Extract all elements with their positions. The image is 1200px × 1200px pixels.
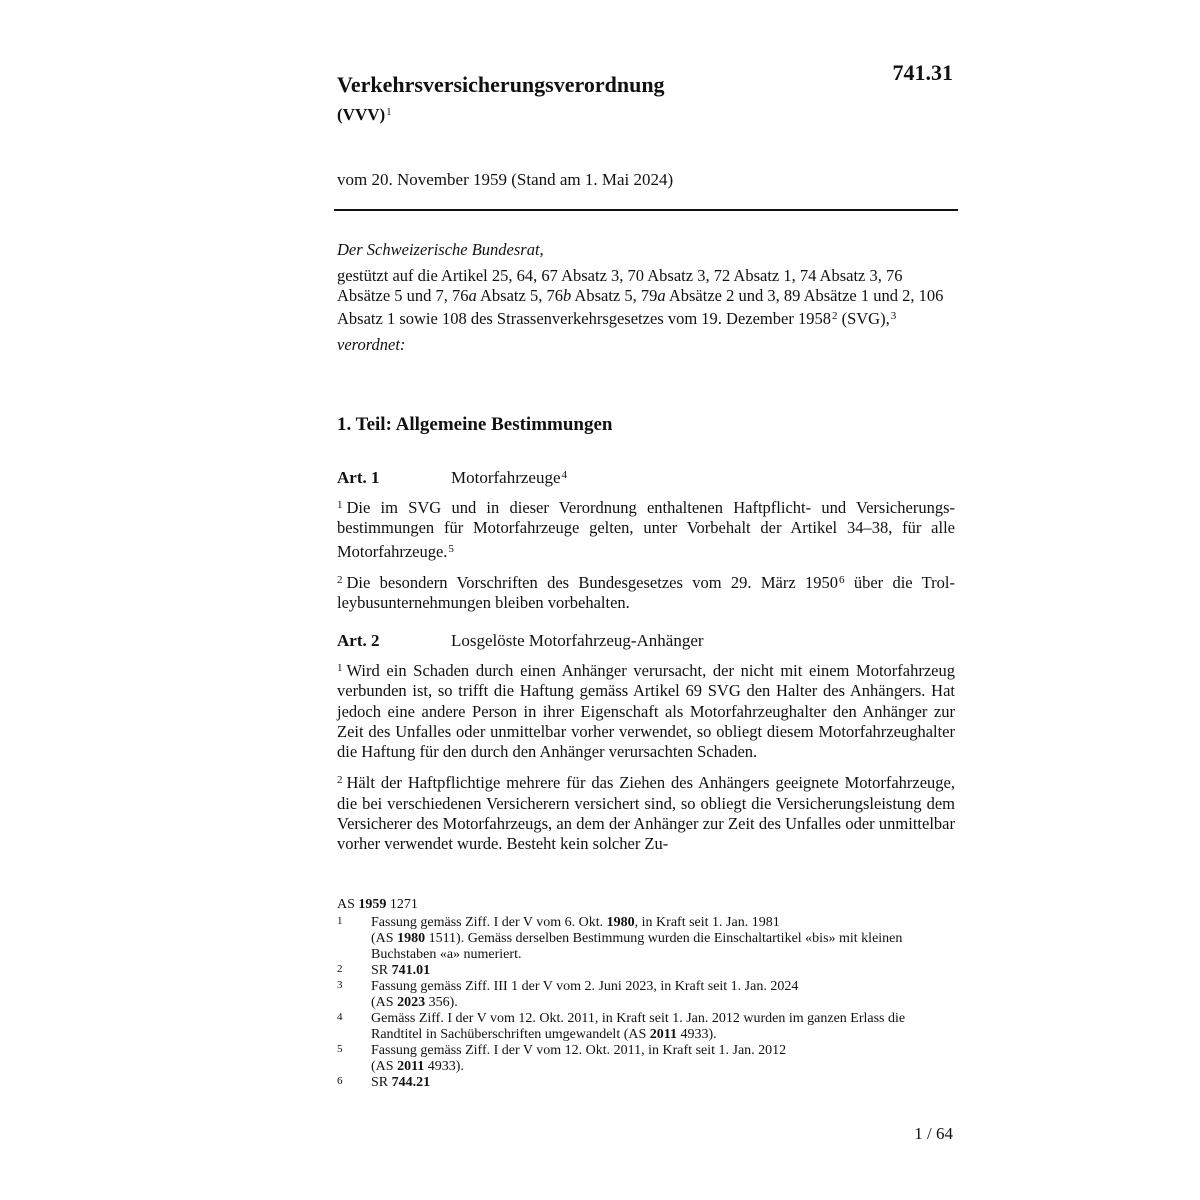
preamble bbox=[337, 240, 957, 355]
paragraph-number: 1 bbox=[337, 662, 343, 674]
footnote-ref-2[interactable]: 2 bbox=[831, 310, 838, 322]
article-heading bbox=[337, 630, 955, 652]
footnote-number: 1 bbox=[337, 915, 343, 927]
article-heading bbox=[337, 464, 955, 489]
footnote-ref-1[interactable]: 1 bbox=[386, 106, 392, 118]
footnote-sr-link[interactable]: 741.01 bbox=[391, 963, 431, 978]
basis-text-3: Absatz 5, 79 bbox=[571, 286, 658, 305]
paragraph-text: Die besondern Vorschriften des Bundesgesetzes vom 29. März 1950 bbox=[346, 572, 838, 592]
page-number: 1 / 64 bbox=[914, 1124, 953, 1143]
footnote-number: 2 bbox=[337, 963, 343, 975]
footnote-ref-5[interactable]: 5 bbox=[448, 542, 454, 555]
document-title: Verkehrsversicherungsverordnung bbox=[337, 72, 665, 97]
header-divider bbox=[334, 209, 958, 211]
footnote-sr-link[interactable]: 744.21 bbox=[391, 1075, 431, 1090]
as-prefix: AS bbox=[337, 897, 359, 912]
abbreviation-text: (VVV) bbox=[337, 105, 386, 124]
basis-text-5: (SVG), bbox=[837, 309, 890, 328]
footnote-text: SR bbox=[371, 963, 392, 978]
as-page: 1271 bbox=[386, 897, 418, 912]
paragraph-number: 2 bbox=[337, 573, 343, 586]
footnote-bold: 2023 bbox=[397, 995, 426, 1010]
footnote-text: 4933). bbox=[424, 1059, 464, 1074]
as-year: 1959 bbox=[358, 897, 387, 912]
footnote-6 bbox=[337, 1075, 957, 1091]
footnote-text: SR bbox=[371, 1075, 392, 1090]
basis-letter-b: b bbox=[562, 286, 572, 305]
footnote-4 bbox=[337, 1011, 957, 1043]
footnote-bold: 1980 bbox=[606, 915, 635, 930]
footnote-bold: 1980 bbox=[397, 931, 426, 946]
article-title: Losgelöste Motorfahrzeug-Anhänger bbox=[451, 631, 704, 650]
footnote-bold: 2011 bbox=[649, 1027, 677, 1042]
basis-letter-a2: a bbox=[657, 286, 666, 305]
article-paragraph bbox=[337, 770, 955, 854]
article-2 bbox=[337, 630, 955, 863]
footnote-text: 356). bbox=[425, 995, 458, 1010]
basis-text-4: Absätze 2 und 3, 89 Absätze 1 und 2, 106 Absatz 1 sowie 108 des Strassenverkehrsgesetzes vom 19. Dezember 1958 bbox=[337, 286, 944, 328]
article-paragraph bbox=[337, 658, 955, 762]
document-date: vom 20. November 1959 (Stand am 1. Mai 2024) bbox=[337, 170, 674, 189]
article-paragraph bbox=[337, 495, 955, 562]
basis-text-2: Absatz 5, 76 bbox=[476, 286, 563, 305]
footnote-number: 4 bbox=[337, 1011, 343, 1023]
footnote-ref-3[interactable]: 3 bbox=[890, 310, 897, 322]
paragraph-text: Wird ein Schaden durch einen Anhänger verursacht, der nicht mit einem Motorfahrzeug verbunden ist, so trifft die Haftung gemäss Artikel 69 SVG den Halter des Anhängers. Hat jedoch eine andere Person in ihrer Eigenschaft als Motorfahrzeughalter den Anhänger zur Zeit des Unfalles oder unmittelbar vorher verwendet, so obliegt diesem Motorfahrzeughalter die Haftung für den durch den Anhänger verursachten Schaden. bbox=[337, 661, 955, 762]
footnote-3 bbox=[337, 979, 957, 1011]
basis-letter-a: a bbox=[468, 286, 477, 305]
article-1 bbox=[337, 464, 955, 621]
article-number: Art. 2 bbox=[337, 631, 380, 650]
footnote-ref-6[interactable]: 6 bbox=[838, 573, 845, 586]
paragraph-text-cont: über die Trolleybusunternehmungen bleiben vorbehalten. bbox=[337, 572, 955, 613]
footnote-text: (AS bbox=[371, 1059, 398, 1074]
paragraph-number: 2 bbox=[337, 774, 343, 787]
preamble-issuer: Der Schweizerische Bundesrat, bbox=[337, 240, 544, 259]
footnote-2 bbox=[337, 963, 957, 979]
article-number: Art. 1 bbox=[337, 468, 380, 487]
footnote-5 bbox=[337, 1043, 957, 1075]
footnote-number: 3 bbox=[337, 979, 343, 991]
official-collection-ref bbox=[337, 897, 957, 913]
footnote-text: (AS bbox=[371, 931, 398, 946]
footnote-text: Fassung gemäss Ziff. I der V vom 12. Okt. 2011, in Kraft seit 1. Jan. 2012 bbox=[371, 1043, 787, 1058]
footnote-ref-4[interactable]: 4 bbox=[561, 469, 568, 481]
article-title: Motorfahrzeuge bbox=[451, 468, 561, 487]
document-page bbox=[337, 0, 957, 1200]
footnotes bbox=[337, 897, 957, 1091]
document-abbreviation bbox=[337, 105, 392, 125]
footnote-text: Fassung gemäss Ziff. I der V vom 6. Okt. bbox=[371, 915, 607, 930]
preamble-basis bbox=[337, 266, 957, 329]
paragraph-text: Hält der Haftpflichtige mehrere für das Ziehen des Anhängers geeignete Motorfahrzeuge, die bei verschiedenen Versicherern versichert sind, so obliegt die Versicherungsleistung dem Versicherer des Motorfahrzeugs, an dem der Anhänger zur Zeit des Unfalles oder unmittelbar vorher verwendet wurde. Besteht kein solcher Zu- bbox=[337, 773, 955, 854]
footnote-text: 4933). bbox=[677, 1027, 717, 1042]
paragraph-text: Die im SVG und in dieser Verordnung enthaltenen Haftpflicht- und Versicherungsbestimmungen für Motorfahrzeuge gelten, unter Vorbehalt der Artikel 34–38, für alle Motorfahrzeuge. bbox=[337, 498, 955, 561]
footnote-text: (AS bbox=[371, 995, 398, 1010]
footnote-text: , in Kraft seit 1. Jan. 1981 bbox=[634, 915, 780, 930]
footnote-text: Fassung gemäss Ziff. III 1 der V vom 2. Juni 2023, in Kraft seit 1. Jan. 2024 bbox=[371, 979, 799, 994]
basis-text-1: gestützt auf die Artikel 25, 64, 67 Absatz 3, 70 Absatz 3, 72 Absatz 1, 74 Absatz 3, 76 Absätze 5 und 7, 76 bbox=[337, 266, 903, 305]
footnote-1 bbox=[337, 915, 957, 963]
sr-number: 741.31 bbox=[892, 60, 953, 85]
article-paragraph bbox=[337, 570, 955, 614]
footnote-number: 6 bbox=[337, 1075, 343, 1087]
footnote-bold: 2011 bbox=[397, 1059, 425, 1074]
preamble-decree: verordnet: bbox=[337, 335, 406, 354]
footnote-text: 1511). Gemäss derselben Bestimmung wurden die Einschaltartikel «bis» mit kleinen Buchstaben «a» numeriert. bbox=[371, 931, 903, 962]
footnote-number: 5 bbox=[337, 1043, 343, 1055]
footnote-text: Gemäss Ziff. I der V vom 12. Okt. 2011, in Kraft seit 1. Jan. 2012 wurden im ganzen Erlass die Randtitel in Sachüberschriften umgewandelt (AS bbox=[371, 1011, 906, 1042]
paragraph-number: 1 bbox=[337, 499, 343, 511]
part-heading: 1. Teil: Allgemeine Bestimmungen bbox=[337, 414, 613, 435]
